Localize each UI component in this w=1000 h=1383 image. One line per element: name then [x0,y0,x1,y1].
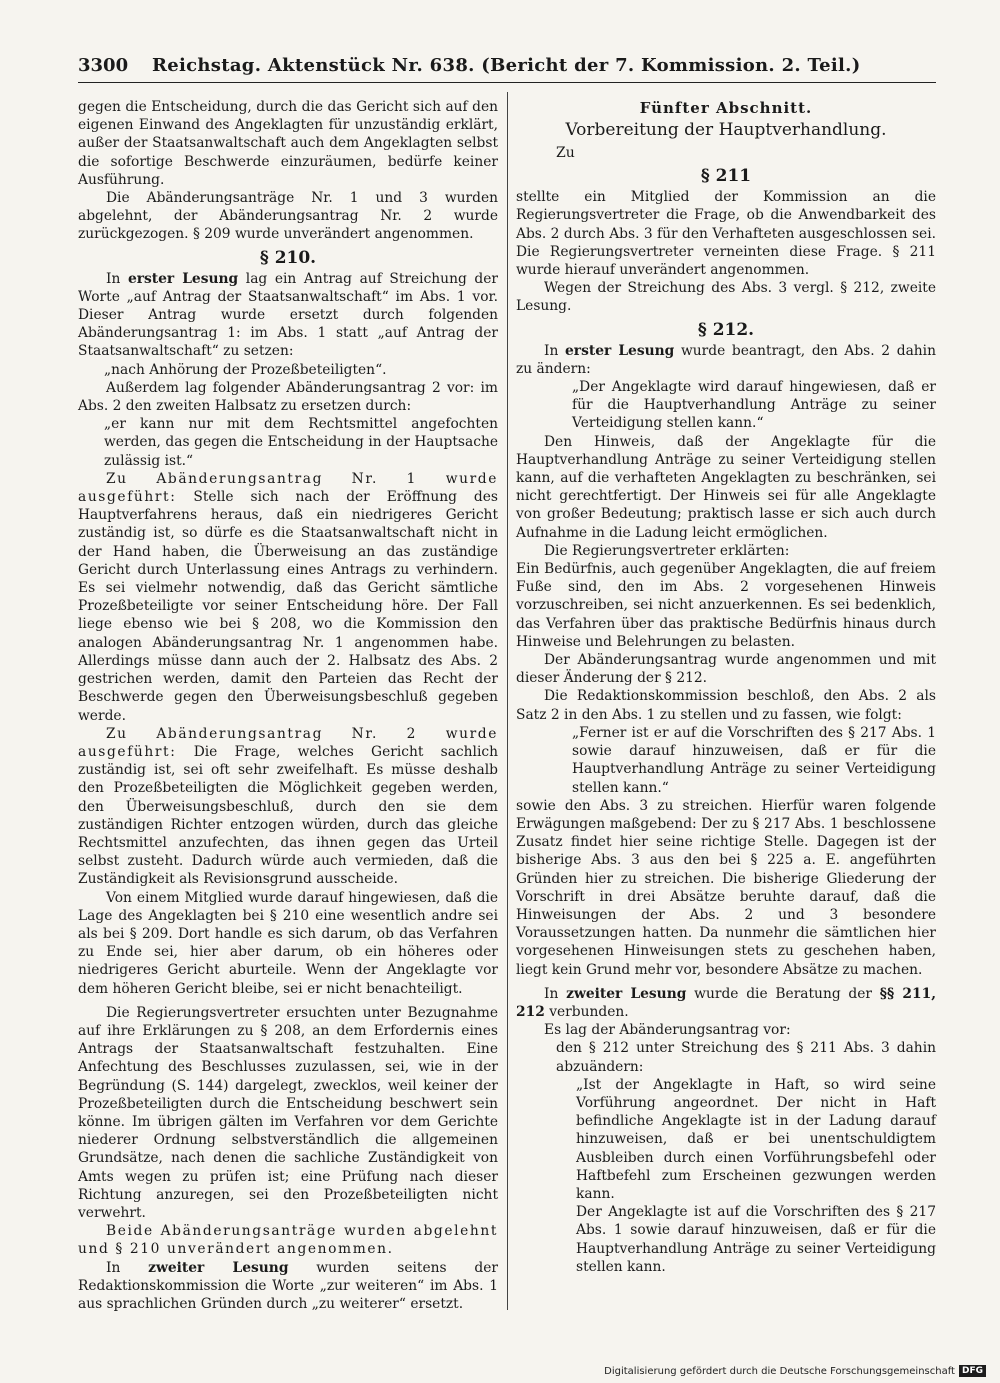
paragraph: stellte ein Mitglied der Kommission an die Regierungsvertreter die Frage, ob die Anwendbarkeit des Abs. 2 durch Abs. 3 für den Verhafteten ausgeschlossen sei. Die Regierungsvertreter verneinten diese Frage. § 211 wurde hierauf unverändert angenommen. [516,189,936,279]
chapter-title: Vorbereitung der Hauptverhandlung. [565,120,887,140]
section-heading-212: § 212. [697,319,755,340]
text-span: wurden seitens der Redaktionskommission die Worte „zur weiteren“ im Abs. 1 aus sprachlichen Gründen durch „zu weiterer“ ersetzt. [78,1259,498,1312]
running-title: Reichstag. Aktenstück Nr. 638. (Bericht der 7. Kommission. 2. Teil.) [152,55,861,76]
bold-span: zweiter Lesung [148,1259,289,1276]
header-rule [78,82,936,83]
paragraph [516,985,936,1021]
paragraph: den § 212 unter Streichung des § 211 Abs. 3 dahin abzuändern: [556,1040,936,1075]
page-number: 3300 [78,55,129,76]
paragraph: Beide Abänderungsanträge wurden abgelehnt und § 210 unverändert angenommen. [78,1223,498,1258]
paragraph: sowie den Abs. 3 zu streichen. Hierfür waren folgende Erwägungen maßgebend: Der zu § 217 Abs. 1 beschlossene Zusatz findet hier seine richtige Stelle. Dagegen ist der bisherige Abs. 3 aus den bei § 225 a. E. angeführten Gründen hier zu streichen. Die bisherige Gliederung der Vorschrift in drei Absätze beruhte darauf, daß die Hinweisungen der Abs. 2 und 3 besondere Voraussetzungen hatten. Da nunmehr die sämtlichen hier vorgesehenen Hinweisungen stets zu geschehen haben, liegt kein Grund mehr vor, besondere Absätze zu machen. [516,797,936,978]
digitization-footer [604,1365,986,1377]
bold-span: §§ 211, 212 [516,985,936,1020]
quoted-amendment: „er kann nur mit dem Rechtsmittel angefochten werden, das gegen die Entscheidung in der Hauptsache zulässig ist.“ [104,416,498,469]
bold-span: erster Lesung [127,270,239,287]
paragraph [78,725,498,889]
paragraph [78,470,498,725]
paragraph [516,342,936,378]
paragraph: Ein Bedürfnis, auch gegenüber Angeklagten, die auf freiem Fuße sind, den im Abs. 2 vorgesehenen Hinweis vorzuschreiben, sei nicht anzuerkennen. Es sei bedenklich, das Verfahren über das praktische Bedürfnis hinaus durch Hinweise und Belehrungen zu belasten. [516,561,936,650]
quoted-amendment: „nach Anhörung der Prozeßbeteiligten“. [104,361,387,378]
text-span: verbunden. [544,1003,629,1020]
spaced-span: Zu Abänderungsantrag Nr. 2 wurde ausgeführt: [78,725,498,760]
section-heading-211: § 211 [700,166,752,187]
text-span: wurde die Beratung der [686,985,880,1002]
dfg-logo: DFG [959,1365,986,1377]
paragraph [78,270,498,361]
paragraph: Die Regierungsvertreter ersuchten unter Bezugnahme auf ihre Erklärungen zu § 208, an dem Erfordernis eines Antrags der Staatsanwaltschaft festzuhalten. Eine Anfechtung des Beschlusses zuzulassen, sei, wie in der Begründung (S. 144) dargelegt, zwecklos, weil keiner der Prozeßbeteiligten durch die Entscheidung beschwert sein könne. Im übrigen gälten im Verfahren vor dem Gerichte niederer Ordnung selbstverständlich die allgemeinen Grundsätze, nach denen die sachliche Zuständigkeit von Amts wegen zu prüfen ist; eine Prüfung nach dieser Richtung anzuregen, sei den Prozeßbeteiligten nicht verwehrt. [78,1004,498,1221]
left-column [78,98,498,1313]
text-span: Stelle sich nach der Eröffnung des Hauptverfahrens heraus, daß ein niedrigeres Gericht zuständig ist, so dürfe es die Staatsanwaltschaft nicht in der Hand haben, die Überweisung an das zuständige Gericht durch Unterlassung eines Antrags zu verhindern. Es sei vielmehr notwendig, daß das Gericht sämtliche Prozeßbeteiligte vor seiner Entscheidung höre. Der Fall liege ebenso wie bei § 208, wo die Kommission den analogen Abänderungsantrag Nr. 1 angenommen habe. Allerdings müsse dann auch der 2. Halbsatz des Abs. 2 gestrichen werden, damit den Parteien das Recht der Beschwerde gegen den Überweisungsbeschluß gegeben werde. [78,489,498,724]
quoted-amendment: „Ist der Angeklagte in Haft, so wird seine Vorführung angeordnet. Der nicht in Haft befindliche Angeklagte ist in der Ladung darauf hinzuweisen, daß er bei unentschuldigtem Ausbleiben durch einen Vorführungsbefehl oder Haftbefehl zum Erscheinen gezwungen werden kann. [576,1076,936,1202]
bold-span: erster Lesung [565,342,675,359]
zu-label: Zu [556,145,575,161]
paragraph: Den Hinweis, daß der Angeklagte für die Hauptverhandlung Anträge zu seiner Verteidigung stellen kann, auf die verhafteten Angeklagten zu beschränken, sei nicht gerechtfertigt. Der Hinweis sei für alle Angeklagte von großer Bedeutung; praktisch lasse er sich auch durch Aufnahme in die Ladung leicht ermöglichen. [516,433,936,541]
text-span: In [106,1259,149,1276]
paragraph: Der Abänderungsantrag wurde angenommen und mit dieser Änderung der § 212. [516,652,936,687]
text-span: In [544,342,566,359]
paragraph: Es lag der Abänderungsantrag vor: [544,1022,791,1039]
paragraph: Außerdem lag folgender Abänderungsantrag 2 vor: im Abs. 2 den zweiten Halbsatz zu ersetzen durch: [78,379,498,415]
section-heading-210: § 210. [259,247,317,268]
quoted-amendment: „Der Angeklagte wird darauf hingewiesen, daß er für die Hauptverhandlung Anträge zu seiner Verteidigung stellen kann.“ [572,379,936,432]
column-divider [507,92,508,1310]
paragraph: Die Regierungsvertreter erklärten: [544,542,790,559]
text-span: In [544,985,567,1002]
text-span: In [106,270,128,287]
quoted-amendment: „Ferner ist er auf die Vorschriften des § 217 Abs. 1 sowie darauf hinzuweisen, daß er für die Hauptverhandlung Anträge zu seiner Verteidigung stellen kann.“ [572,724,936,796]
paragraph: Die Abänderungsanträge Nr. 1 und 3 wurden abgelehnt, der Abänderungsantrag Nr. 2 wurde zurückgezogen. § 209 wurde unverändert angenommen. [78,190,498,243]
text-span: Die Frage, welches Gericht sachlich zuständig ist, sei oft sehr zweifelhaft. Es müsse deshalb den Prozeßbeteiligten die Möglichkeit gegeben werden, den Überweisungsbeschluß, durch den sie dem zuständigen Richter entzogen würden, durch das gleiche Rechtsmittel anzufechten, das ihnen gegen das Urteil selbst zusteht. Dadurch würde auch vermieden, daß die Zuständigkeit als Revisionsgrund ausscheide. [78,743,498,888]
footer-text: Digitalisierung gefördert durch die Deutsche Forschungsgemeinschaft [604,1365,955,1377]
paragraph: gegen die Entscheidung, durch die das Gericht sich auf den eigenen Einwand des Angeklagten für unzuständig erklärt, außer der Staatsanwaltschaft auch dem Angeklagten selbst die sofortige Beschwerde einzuräumen, bedürfe keiner Ausführung. [78,99,498,188]
text-span: wurde beantragt, den Abs. 2 dahin zu ändern: [516,342,936,377]
paragraph: Wegen der Streichung des Abs. 3 vergl. § 212, zweite Lesung. [516,280,936,315]
text-span: lag ein Antrag auf Streichung der Worte „auf Antrag der Staatsanwaltschaft“ im Abs. 1 vor. Dieser Antrag wurde ersetzt durch folgenden Abänderungsantrag 1: im Abs. 1 statt „auf Antrag der Staatsanwaltschaft“ zu setzen: [78,270,498,360]
bold-span: zweiter Lesung [566,985,687,1002]
right-column [516,98,936,1276]
paragraph: Von einem Mitglied wurde darauf hingewiesen, daß die Lage des Angeklagten bei § 210 eine wesentlich andre sei als bei § 209. Dort handle es sich darum, ob das Verfahren zu Ende sei, hier aber darum, ob ein höheres oder niedrigeres Gericht aburteile. Wenn der Angeklagte vor dem höheren Gericht bleibe, sei er nicht benachteiligt. [78,889,498,997]
chapter-heading: Fünfter Abschnitt. [639,99,813,117]
page-header [78,55,936,81]
paragraph: Die Redaktionskommission beschloß, den Abs. 2 als Satz 2 in den Abs. 1 zu stellen und zu fassen, wie folgt: [516,688,936,723]
quoted-amendment: Der Angeklagte ist auf die Vorschriften des § 217 Abs. 1 sowie darauf hinzuweisen, daß er für die Hauptverhandlung Anträge zu seiner Verteidigung stellen kann. [576,1204,936,1275]
paragraph [78,1259,498,1314]
spaced-span: Zu Abänderungsantrag Nr. 1 wurde ausgeführt: [78,470,498,506]
